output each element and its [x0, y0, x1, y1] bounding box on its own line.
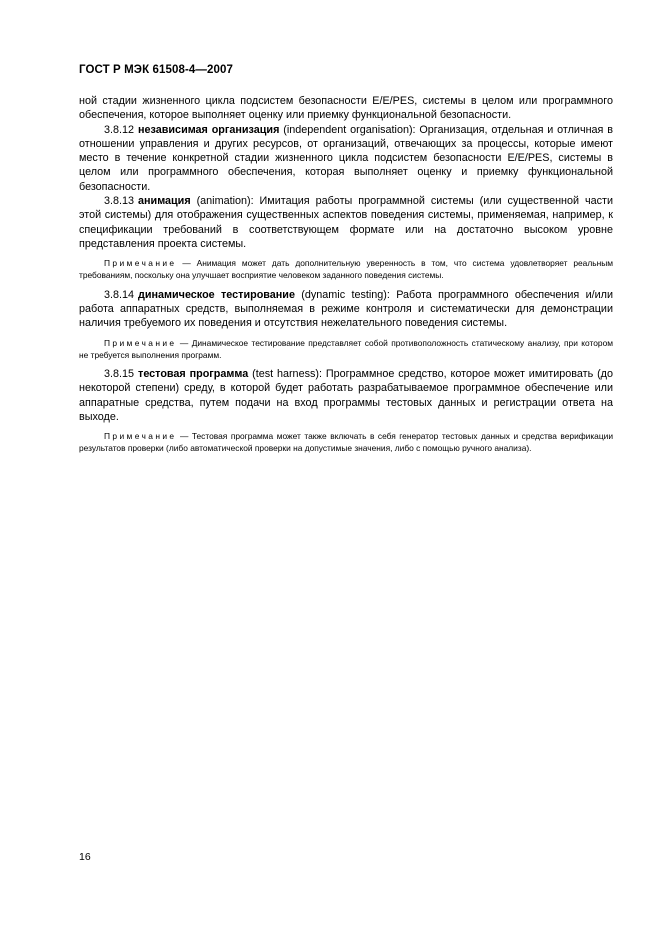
note-label: Примечание	[104, 431, 177, 442]
term-bold: анимация	[138, 195, 191, 208]
note-animation	[79, 257, 613, 281]
page-number: 16	[79, 851, 91, 863]
note-dynamic-testing	[79, 337, 613, 361]
paragraph-text: ной стадии жизненного цикла подсистем безопасности E/E/PES, системы в целом или программного обеспечения, которое выполняет оценку или приемку функциональной безопасности.	[79, 95, 613, 122]
clause-number: 3.8.14	[104, 288, 135, 301]
note-text: — Анимация может дать дополнительную уверенность в том, что система удовлетворяет реальным требованиям, поскольку она улучшает восприятие человеком заданного поведения системы.	[79, 258, 613, 281]
definition-text: (independent organisation): Организация, отдельная и отличная в отношении управления и других ресурсов, от организаций, отвечающих за процессы, которые имеют место в течение конкретной стадии жизненного цикла подсистем безопасности E/E/PES, системы в целом или программного обеспечения, которая выполняет оценку и приемку функциональной безопасности.	[79, 123, 613, 193]
definition-text: (dynamic testing): Работа программного обеспечения и/или работа аппаратных средств, выполняемая в режиме контроля и систематически для демонстрации наличия требуемого их поведения и отсутствия нежелательного поведения системы.	[79, 288, 613, 330]
paragraph-continuation	[79, 94, 613, 123]
note-test-harness	[79, 430, 613, 454]
clause-number: 3.8.12	[104, 123, 135, 136]
standard-header: ГОСТ Р МЭК 61508-4—2007	[79, 64, 233, 76]
note-label: Примечание	[104, 258, 177, 269]
term-bold: независимая организация	[138, 123, 280, 136]
page-content	[79, 94, 613, 461]
definition-text: (test harness): Программное средство, которое может имитировать (до некоторой степени) среду, в которой будет работать разрабатываемое программное обеспечение или аппаратные средства, путем подачи на вход программы тестовых данных и регистрации ответа на выходе.	[79, 367, 613, 423]
definition-3-8-14	[79, 288, 613, 331]
definition-text: (animation): Имитация работы программной системы (или существенной части этой системы) для отображения существенных аспектов поведения системы, применяемая, например, к спецификации требований в соответствующем формате или на достаточно высоком уровне представления проекта системы.	[79, 195, 613, 250]
clause-number: 3.8.13	[104, 195, 135, 208]
definition-3-8-12	[79, 123, 613, 194]
note-text: — Динамическое тестирование представляет собой противоположность статическому анализу, при котором не требуется выполнения программ.	[79, 337, 613, 360]
term-bold: динамическое тестирование	[138, 288, 295, 301]
clause-number: 3.8.15	[104, 367, 135, 380]
definition-3-8-15	[79, 367, 613, 424]
definition-3-8-13	[79, 194, 613, 251]
note-text: — Тестовая программа может также включать в себя генератор тестовых данных и средства верификации результатов проверки (либо автоматической проверки на допустимые значения, либо с помощью ручного анализа).	[79, 431, 613, 454]
note-label: Примечание	[104, 337, 177, 348]
term-bold: тестовая программа	[138, 367, 249, 380]
